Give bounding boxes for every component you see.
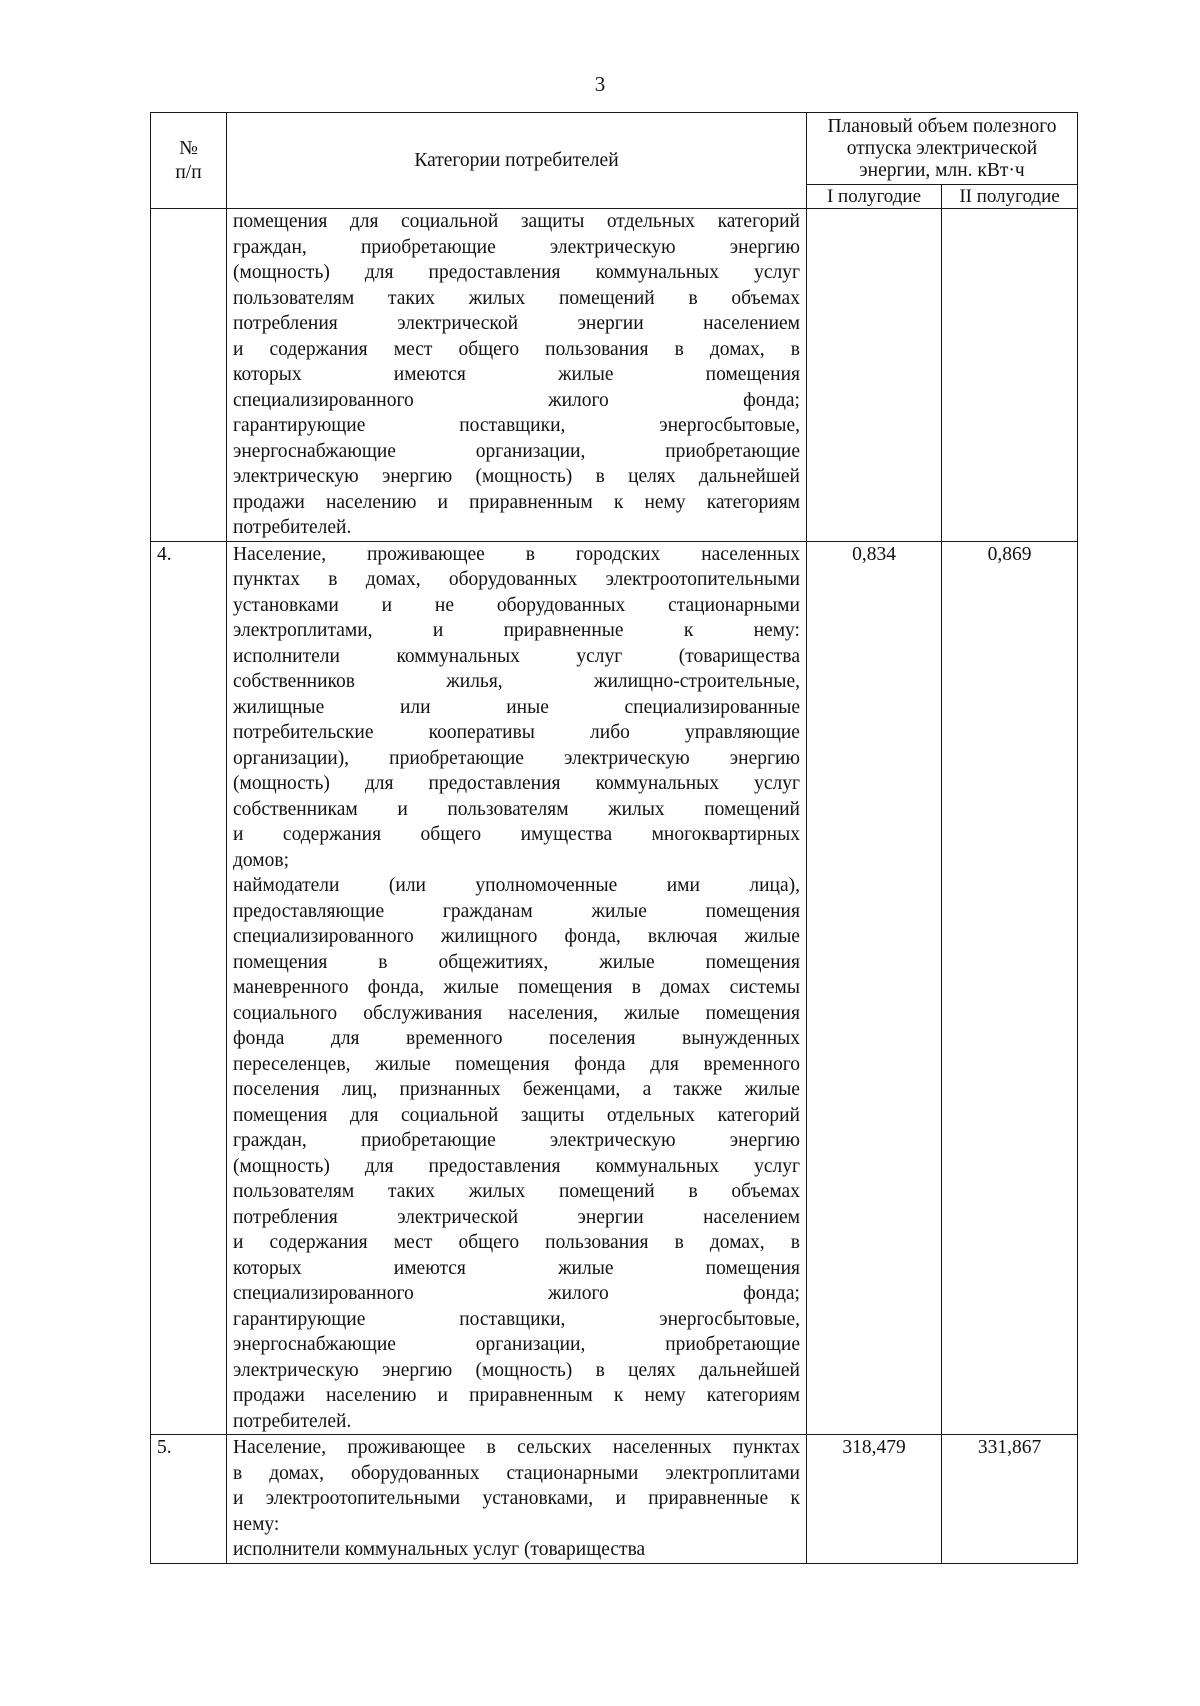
description-line: исполнители коммунальных услуг (товарищества xyxy=(233,645,800,667)
description-line: социального обслуживания населения, жилые помещения xyxy=(233,1002,800,1024)
value-half1: 0,834 xyxy=(807,541,942,1435)
description-line: пользователям таких жилых помещений в объемах xyxy=(233,1181,800,1202)
description-line: электрическую энергию (мощность) в целях дальнейшей xyxy=(233,1359,800,1381)
header-number-line2: п/п xyxy=(175,161,202,183)
description-line: граждан, приобретающие электрическую энергию xyxy=(233,236,800,258)
description-line: граждан, приобретающие электрическую энергию xyxy=(233,1130,800,1151)
header-volume-line2: отпуска электрической xyxy=(846,137,1038,159)
description-line: Население, проживающее в городских населенных xyxy=(233,543,800,565)
description-line: и содержания мест общего пользования в домах, в xyxy=(233,1232,800,1253)
description-line: потребителей. xyxy=(233,517,352,538)
description-line: гарантирующие поставщики, энергосбытовые, xyxy=(233,1308,800,1330)
description-line: и содержания мест общего пользования в домах, в xyxy=(233,338,800,360)
value-half1: 318,479 xyxy=(807,1435,942,1564)
description-line: и содержания общего имущества многоквартирных xyxy=(233,824,800,845)
description-line: и электроотопительными установками, и приравненные к xyxy=(233,1488,800,1509)
value-half2: 0,869 xyxy=(942,541,1078,1435)
description-line: (мощность) для предоставления коммунальных услуг xyxy=(233,773,800,794)
description-line: продажи населению и приравненным к нему категориям xyxy=(233,491,800,513)
row-description xyxy=(227,541,807,1435)
description-line: электроплитами, и приравненные к нему: xyxy=(233,620,800,641)
description-line: пользователям таких жилых помещений в объемах xyxy=(233,287,800,309)
description-line: предоставляющие гражданам жилые помещения xyxy=(233,900,800,922)
description-line: установками и не оборудованных стационарными xyxy=(233,594,800,616)
description-line: потребительские кооперативы либо управляющие xyxy=(233,722,800,743)
description-line: пунктах в домах, оборудованных электроотопительными xyxy=(233,569,800,590)
header-half1: I полугодие xyxy=(807,185,942,209)
description-line: специализированного жилого фонда; xyxy=(233,1283,800,1304)
row-number: 5. xyxy=(151,1435,227,1564)
description-line: потребителей. xyxy=(233,1410,352,1432)
header-volume-line3: энергии, млн. кВт·ч xyxy=(859,159,1025,181)
description-line: маневренного фонда, жилые помещения в домах системы xyxy=(233,977,800,998)
description-line: потребления электрической энергии населением xyxy=(233,313,800,334)
description-line: организации), приобретающие электрическую энергию xyxy=(233,747,800,769)
description-line: которых имеются жилые помещения xyxy=(233,364,800,385)
value-half2: 331,867 xyxy=(942,1435,1078,1564)
description-line: поселения лиц, признанных беженцами, а также жилые xyxy=(233,1079,800,1100)
table-row xyxy=(151,209,1078,542)
value-half1 xyxy=(807,209,942,542)
description-line: помещения в общежитиях, жилые помещения xyxy=(233,951,800,973)
description-line: Население, проживающее в сельских населенных пунктах xyxy=(233,1437,800,1458)
table-row xyxy=(151,1435,1078,1564)
description-line: энергоснабжающие организации, приобретающие xyxy=(233,440,800,462)
row-description xyxy=(227,1435,807,1564)
description-line: которых имеются жилые помещения xyxy=(233,1257,800,1279)
description-line: наймодатели (или уполномоченные ими лица), xyxy=(233,875,800,896)
header-volume-line1: Плановый объем полезного xyxy=(827,115,1057,137)
consumer-categories-table xyxy=(150,112,1078,1564)
header-category: Категории потребителей xyxy=(227,113,807,209)
description-line: собственникам и пользователям жилых помещений xyxy=(233,798,800,820)
table-row xyxy=(151,541,1078,1435)
description-line: (мощность) для предоставления коммунальных услуг xyxy=(233,1155,800,1177)
row-number: 4. xyxy=(151,541,227,1435)
value-half2 xyxy=(942,209,1078,542)
row-description xyxy=(227,209,807,542)
header-half2: II полугодие xyxy=(942,185,1078,209)
page-number: 3 xyxy=(594,72,606,96)
description-line: переселенцев, жилые помещения фонда для временного xyxy=(233,1053,800,1075)
description-line: гарантирующие поставщики, энергосбытовые, xyxy=(233,415,800,436)
description-line: энергоснабжающие организации, приобретающие xyxy=(233,1334,800,1355)
header-number-line1: № xyxy=(179,137,198,159)
description-line: собственников жилья, жилищно-строительные, xyxy=(233,671,800,692)
description-line: исполнители коммунальных услуг (товарищества xyxy=(233,1539,646,1560)
description-line: домов; xyxy=(233,849,290,871)
description-line: фонда для временного поселения вынужденных xyxy=(233,1028,800,1049)
description-line: (мощность) для предоставления коммунальных услуг xyxy=(233,262,800,283)
description-line: жилищные или иные специализированные xyxy=(233,696,800,718)
description-line: помещения для социальной защиты отдельных категорий xyxy=(233,211,800,232)
description-line: продажи населению и приравненным к нему категориям xyxy=(233,1385,800,1406)
description-line: потребления электрической энергии населением xyxy=(233,1206,800,1228)
header-number xyxy=(151,113,227,209)
table-header-row xyxy=(151,113,1078,185)
description-line: помещения для социальной защиты отдельных категорий xyxy=(233,1104,800,1126)
row-number xyxy=(151,209,227,542)
header-volume xyxy=(807,113,1078,185)
description-line: в домах, оборудованных стационарными электроплитами xyxy=(233,1462,800,1484)
description-line: нему: xyxy=(233,1513,280,1535)
description-line: специализированного жилого фонда; xyxy=(233,389,800,411)
description-line: специализированного жилищного фонда, включая жилые xyxy=(233,926,800,947)
description-line: электрическую энергию (мощность) в целях дальнейшей xyxy=(233,466,800,487)
